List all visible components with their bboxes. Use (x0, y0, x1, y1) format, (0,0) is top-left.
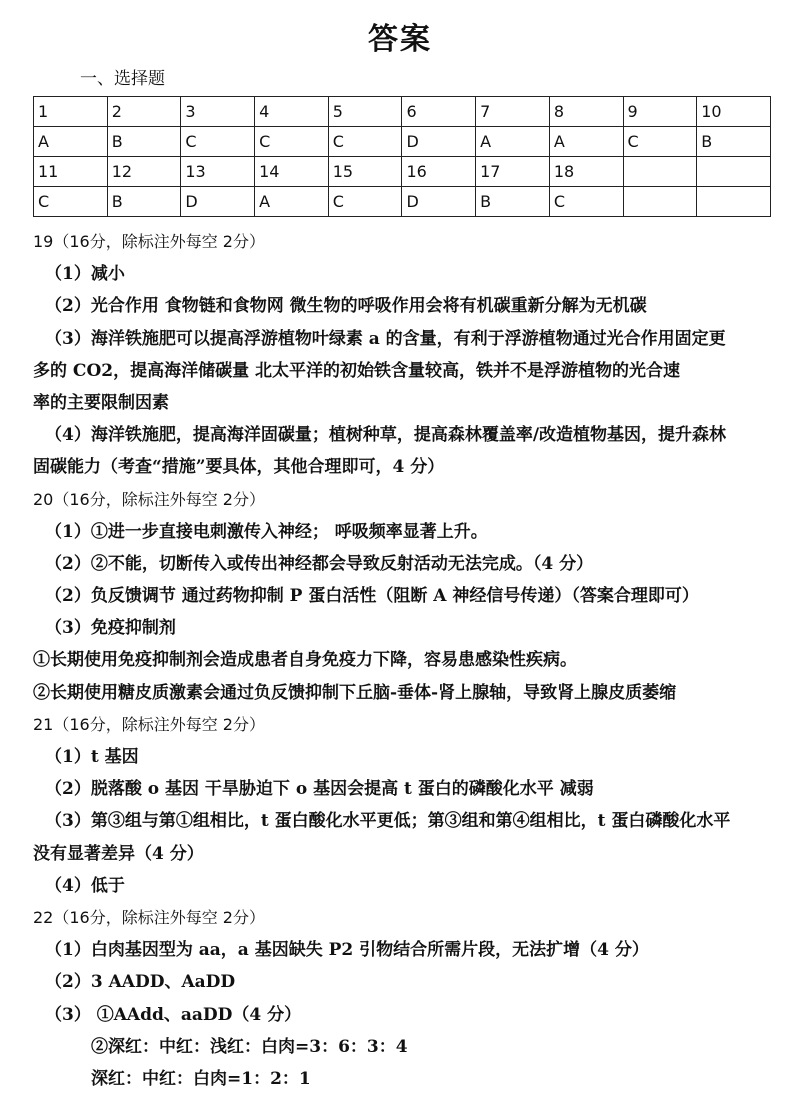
answer-cell: C (181, 127, 255, 157)
question-number-row (34, 97, 771, 127)
answer-line: ②长期使用糖皮质激素会通过负反馈抑制下丘脑-垂体-肾上腺轴，导致肾上腺皮质萎缩 (33, 682, 677, 703)
answer-line: （1）t 基因 (45, 747, 139, 767)
answer-cell: C (34, 187, 108, 217)
answer-cell: B (107, 127, 181, 157)
answer-cell: D (402, 127, 476, 157)
question-heading: 21（16分，除标注外每空 2分） (33, 714, 265, 734)
answer-line: （1）减小 (45, 264, 125, 285)
answer-cell: A (34, 127, 108, 157)
question-number-cell: 6 (402, 97, 476, 127)
answer-line: （1）①进一步直接电刺激传入神经； 呼吸频率显著上升。 (45, 521, 488, 542)
answer-cell: A (476, 127, 550, 157)
answer-line: （2）②不能，切断传入或传出神经都会导致反射活动无法完成。（4 分） (45, 553, 594, 574)
question-number-cell: 7 (476, 97, 550, 127)
answer-line: （3） ①AAdd、aaDD（4 分） (45, 1004, 302, 1025)
answer-row (34, 187, 771, 217)
page-title: 答案 (368, 22, 432, 57)
question-number-cell: 15 (328, 157, 402, 187)
answer-line: 率的主要限制因素 (33, 392, 169, 413)
answer-cell: A (255, 187, 329, 217)
question-heading: 19（16分，除标注外每空 2分） (33, 232, 265, 251)
question-number-cell: 13 (181, 157, 255, 187)
answer-line: （2）光合作用 食物链和食物网 微生物的呼吸作用会将有机碳重新分解为无机碳 (45, 296, 647, 317)
question-heading: 22（16分，除标注外每空 2分） (33, 907, 265, 927)
answer-cell: B (476, 187, 550, 217)
answer-cell: C (549, 187, 623, 217)
question-number-cell: 18 (549, 157, 623, 187)
answer-line: （3）第③组与第①组相比，t 蛋白酸化水平更低；第③组和第④组相比，t 蛋白磷酸化水平 (45, 811, 731, 832)
answer-line: （2）负反馈调节 通过药物抑制 P 蛋白活性（阻断 A 神经信号传递）（答案合理即可） (45, 586, 699, 607)
answer-cell: B (697, 127, 771, 157)
answer-line: ①长期使用免疫抑制剂会造成患者自身免疫力下降，容易患感染性疾病。 (33, 650, 577, 671)
question-heading: 20（16分，除标注外每空 2分） (33, 489, 265, 509)
question-number-cell: 10 (697, 97, 771, 127)
answer-cell: D (402, 187, 476, 217)
answer-cell: B (107, 187, 181, 217)
question-number-row (34, 157, 771, 187)
question-number-cell: 9 (623, 97, 697, 127)
question-number-cell: 4 (255, 97, 329, 127)
question-number-cell: 12 (107, 157, 181, 187)
answer-line: ②深红：中红：浅红：白肉=3：6：3：4 (91, 1036, 408, 1057)
question-number-cell: 11 (34, 157, 108, 187)
answer-line: 没有显著差异（4 分） (33, 843, 204, 864)
answer-cell: C (255, 127, 329, 157)
question-number-cell: 17 (476, 157, 550, 187)
answer-cell (697, 187, 771, 217)
answer-line: （2）3 AADD、AaDD (45, 972, 236, 993)
answer-line: （3）免疫抑制剂 (45, 618, 176, 639)
question-number-cell: 5 (328, 97, 402, 127)
question-number-cell: 16 (402, 157, 476, 187)
question-number-cell: 2 (107, 97, 181, 127)
answer-table (33, 96, 771, 217)
answer-cell: C (328, 187, 402, 217)
answer-line: （2）脱落酸 o 基因 干旱胁迫下 o 基因会提高 t 蛋白的磷酸化水平 减弱 (45, 779, 594, 800)
answer-line: （4）低于 (45, 875, 125, 896)
question-number-cell: 14 (255, 157, 329, 187)
answer-cell: C (623, 127, 697, 157)
answer-lines (33, 226, 773, 1095)
question-number-cell (623, 157, 697, 187)
answer-line: 多的 CO2，提高海洋储碳量 北太平洋的初始铁含量较高，铁并不是浮游植物的光合速 (33, 360, 681, 381)
question-number-cell: 1 (34, 97, 108, 127)
answer-line: 深红：中红：白肉=1：2：1 (91, 1068, 311, 1089)
answer-line: （3）海洋铁施肥可以提高浮游植物叶绿素 a 的含量，有利于浮游植物通过光合作用固定更 (45, 328, 726, 349)
answer-line: 固碳能力（考查“措施”要具体，其他合理即可，4 分） (33, 457, 445, 478)
section-title: 一、选择题 (80, 69, 165, 89)
answer-cell: A (549, 127, 623, 157)
question-number-cell: 8 (549, 97, 623, 127)
question-number-cell: 3 (181, 97, 255, 127)
answer-cell (623, 187, 697, 217)
answer-line: （4）海洋铁施肥，提高海洋固碳量；植树种草，提高森林覆盖率/改造植物基因，提升森林 (45, 425, 727, 446)
answer-line: （1）白肉基因型为 aa，a 基因缺失 P2 引物结合所需片段，无法扩增（4 分） (45, 940, 649, 961)
answer-cell: D (181, 187, 255, 217)
question-number-cell (697, 157, 771, 187)
answer-row (34, 127, 771, 157)
answer-cell: C (328, 127, 402, 157)
